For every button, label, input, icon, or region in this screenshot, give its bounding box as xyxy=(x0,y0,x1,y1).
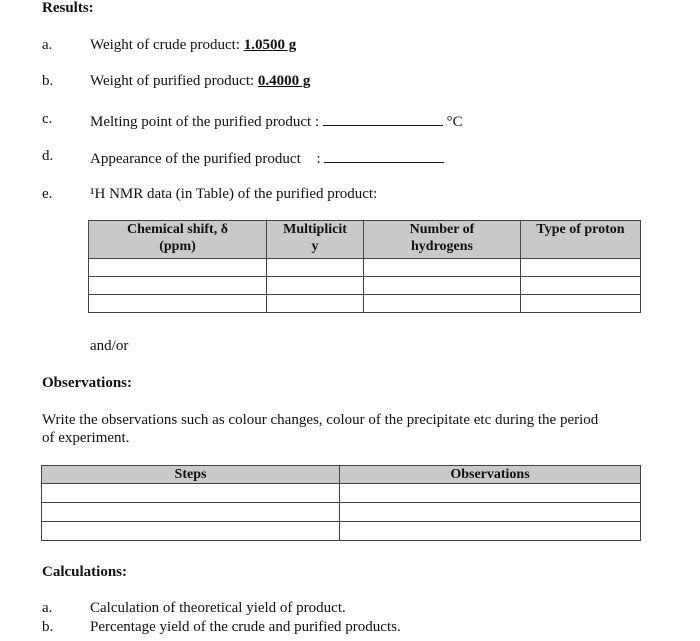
table-cell[interactable] xyxy=(521,277,641,295)
purified-weight-value: 0.4000 g xyxy=(257,73,311,89)
observations-heading: Observations: xyxy=(42,375,132,391)
table-cell[interactable] xyxy=(267,295,364,313)
and-or-text: and/or xyxy=(90,338,129,354)
nmr-header-row xyxy=(89,221,641,259)
item-marker-a: a. xyxy=(42,37,53,53)
appearance-colon: : xyxy=(316,151,321,167)
melting-point-unit: °C xyxy=(446,114,463,130)
table-cell[interactable] xyxy=(42,484,340,503)
item-marker-d: d. xyxy=(42,148,54,164)
table-cell[interactable] xyxy=(89,259,267,277)
table-row xyxy=(42,484,641,503)
observations-header-observations: Observations xyxy=(340,466,641,484)
crude-weight-value: 1.0500 g xyxy=(243,37,297,53)
table-cell[interactable] xyxy=(340,522,641,541)
melting-point-line xyxy=(90,111,463,131)
observations-header-steps: Steps xyxy=(42,466,340,484)
table-cell[interactable] xyxy=(267,277,364,295)
calc-theoretical-yield: Calculation of theoretical yield of product. xyxy=(90,600,346,616)
table-cell[interactable] xyxy=(364,295,521,313)
observations-header-row xyxy=(42,466,641,484)
table-cell[interactable] xyxy=(340,503,641,522)
table-cell[interactable] xyxy=(89,277,267,295)
table-row xyxy=(89,277,641,295)
table-cell[interactable] xyxy=(364,259,521,277)
appearance-blank[interactable] xyxy=(324,148,444,163)
table-cell[interactable] xyxy=(521,295,641,313)
observations-instruction-2: of experiment. xyxy=(42,430,130,446)
table-cell[interactable] xyxy=(364,277,521,295)
table-row xyxy=(89,295,641,313)
nmr-header-chemical-shift: Chemical shift, δ (ppm) xyxy=(89,221,267,259)
nmr-header-proton-type: Type of proton xyxy=(521,221,641,259)
calc-marker-a: a. xyxy=(42,600,53,616)
calc-marker-b: b. xyxy=(42,619,54,635)
purified-weight-label: Weight of purified product: xyxy=(90,73,258,89)
table-row xyxy=(42,503,641,522)
nmr-header-number-hydrogens: Number of hydrogens xyxy=(364,221,521,259)
table-row xyxy=(42,522,641,541)
table-cell[interactable] xyxy=(267,259,364,277)
table-cell[interactable] xyxy=(340,484,641,503)
item-marker-e: e. xyxy=(42,186,53,202)
calc-percentage-yield: Percentage yield of the crude and purified products. xyxy=(90,619,401,635)
table-cell[interactable] xyxy=(42,522,340,541)
crude-weight-line xyxy=(90,37,296,54)
item-marker-b: b. xyxy=(42,73,54,89)
nmr-table xyxy=(88,220,641,313)
melting-point-label: Melting point of the purified product : xyxy=(90,114,320,130)
observations-table xyxy=(41,465,641,541)
table-cell[interactable] xyxy=(521,259,641,277)
appearance-label: Appearance of the purified product xyxy=(90,151,301,167)
appearance-line xyxy=(90,148,444,168)
purified-weight-line xyxy=(90,73,310,90)
calculations-heading: Calculations: xyxy=(42,564,128,580)
table-cell[interactable] xyxy=(42,503,340,522)
crude-weight-label: Weight of crude product: xyxy=(90,37,244,53)
melting-point-blank[interactable] xyxy=(323,111,443,126)
table-row xyxy=(89,259,641,277)
nmr-header-multiplicity: Multiplicit y xyxy=(267,221,364,259)
item-marker-c: c. xyxy=(42,111,53,127)
observations-instruction-1: Write the observations such as colour changes, colour of the precipitate etc during the period xyxy=(42,412,599,428)
results-heading: Results: xyxy=(42,0,94,16)
nmr-label: ¹H NMR data (in Table) of the purified product: xyxy=(90,186,378,202)
table-cell[interactable] xyxy=(89,295,267,313)
